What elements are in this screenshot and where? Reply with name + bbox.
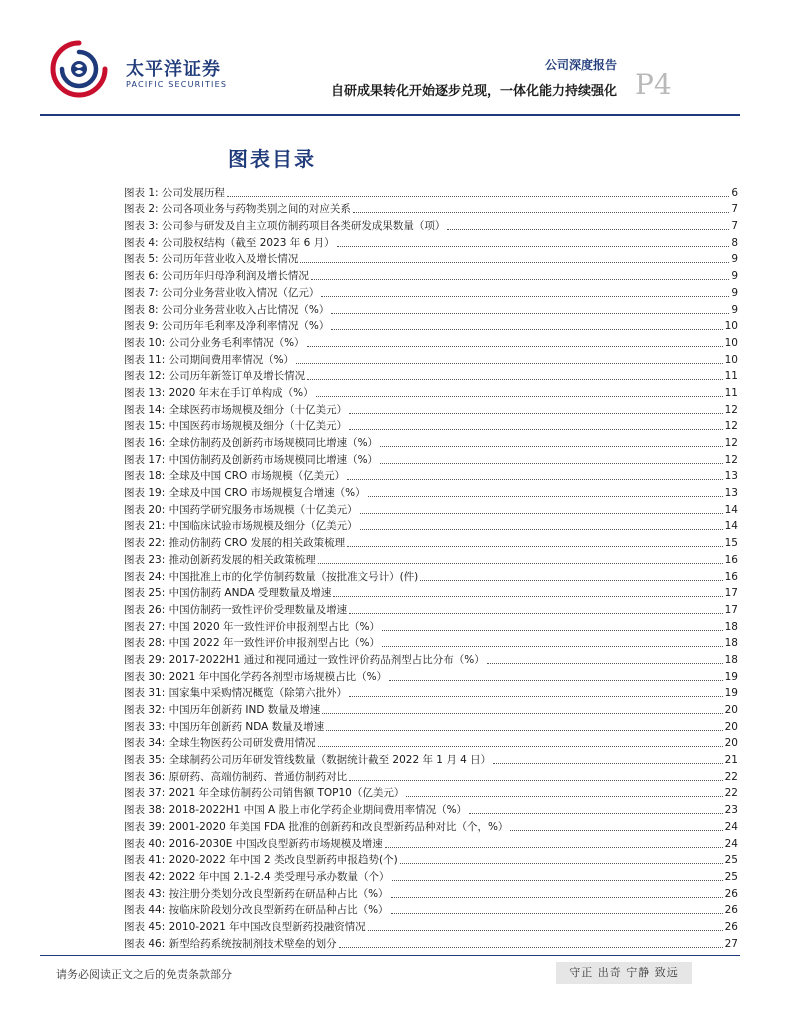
toc-entry-label: 图表 16: 全球仿制药及创新药市场规模同比增速（%）: [124, 437, 379, 449]
header-divider: [40, 114, 740, 116]
toc-entry[interactable]: [124, 584, 738, 601]
toc-dot-leader: [382, 646, 723, 647]
toc-entry-label: 图表 20: 中国药学研究服务市场规模（十亿美元）: [124, 503, 358, 516]
toc-dot-leader: [339, 947, 723, 948]
toc-entry-label: 图表 29: 2017-2022H1 通过和视同通过一致性评价药品剂型占比分布（%）: [124, 653, 485, 666]
toc-dot-leader: [391, 913, 723, 914]
toc-entry-page: 6: [731, 186, 738, 199]
page-header: [0, 0, 791, 118]
toc-dot-leader: [349, 696, 723, 697]
toc-entry-page: 19: [724, 670, 738, 683]
toc-dot-leader: [360, 529, 723, 530]
toc-entry-label: 图表 17: 中国仿制药及创新药市场规模同比增速（%）: [124, 453, 379, 466]
toc-entry-page: 16: [724, 570, 738, 583]
toc-entry-page: 15: [724, 537, 738, 550]
toc-entry-page: 26: [724, 920, 738, 933]
toc-entry-label: 图表 15: 中国医药市场规模及细分（十亿美元）: [124, 420, 348, 433]
toc-entry-page: 10: [724, 336, 738, 349]
toc-entry[interactable]: [124, 617, 738, 634]
toc-entry-label: 图表 14: 全球医药市场规模及细分（十亿美元）: [124, 403, 348, 416]
toc-dot-leader: [420, 580, 722, 581]
toc-entry[interactable]: [124, 634, 738, 651]
toc-entry-label: 图表 24: 中国批准上市的化学仿制药数量（按批准文号计）(件): [124, 570, 419, 583]
logo-english-name: PACIFIC SECURITIES: [126, 80, 228, 89]
toc-entry-page: 14: [724, 520, 738, 533]
toc-dot-leader: [510, 830, 722, 831]
toc-entry-label: 图表 6: 公司历年归母净利润及增长情况: [124, 270, 309, 283]
toc-dot-leader: [326, 730, 722, 731]
toc-entry-label: 图表 21: 中国临床试验市场规模及细分（亿美元）: [124, 520, 358, 533]
toc-entry-label: 图表 1: 公司发展历程: [124, 186, 225, 199]
toc-entry[interactable]: [124, 684, 738, 701]
toc-entry-page: 20: [724, 737, 738, 750]
toc-entry-page: 14: [724, 503, 738, 516]
toc-entry-label: 图表 37: 2021 年全球仿制药公司销售额 TOP10（亿美元）: [124, 787, 405, 800]
toc-dot-leader: [349, 780, 723, 781]
toc-entry-page: 25: [724, 870, 738, 883]
toc-entry-page: 24: [724, 837, 738, 850]
toc-entry-page: 8: [731, 236, 738, 249]
report-type: 公司深度报告: [544, 58, 617, 72]
page-number: P4: [635, 68, 672, 101]
toc-entry[interactable]: [124, 567, 738, 584]
toc-entry-label: 图表 28: 中国 2022 年一致性评价申报剂型占比（%）: [124, 637, 380, 650]
toc-entry-page: 18: [724, 653, 738, 666]
toc-entry[interactable]: [124, 917, 738, 934]
toc-entry[interactable]: [124, 183, 738, 200]
toc-dot-leader: [300, 262, 729, 263]
toc-entry-page: 17: [724, 587, 738, 600]
toc-dot-leader: [400, 863, 723, 864]
toc-entry-page: 21: [724, 754, 738, 767]
toc-dot-leader: [227, 196, 729, 197]
toc-entry-page: 18: [724, 637, 738, 650]
toc-dot-leader: [331, 313, 729, 314]
toc-entry-page: 9: [731, 286, 738, 299]
pacific-securities-logo-icon: [50, 40, 108, 98]
toc-dot-leader: [347, 479, 722, 480]
toc-dot-leader: [307, 346, 723, 347]
toc-entry-page: 9: [731, 253, 738, 266]
toc-dot-leader: [406, 796, 722, 797]
toc-entry-label: 图表 34: 全球生物医药公司研发费用情况: [124, 737, 316, 750]
toc-dot-leader: [318, 563, 723, 564]
toc-entry[interactable]: [124, 400, 738, 417]
footer-divider: [40, 955, 740, 956]
toc-entry-page: 12: [724, 403, 738, 416]
toc-entry[interactable]: [124, 667, 738, 684]
toc-entry-page: 7: [731, 220, 738, 233]
toc-dot-leader: [487, 663, 723, 664]
toc-entry[interactable]: [124, 200, 738, 217]
toc-entry-page: 20: [724, 720, 738, 733]
company-logo: [50, 40, 230, 100]
toc-entry-label: 图表 43: 按注册分类划分改良型新药在研品种占比（%）: [124, 887, 389, 900]
toc-dot-leader: [353, 212, 729, 213]
footer-motto: 守正 出奇 宁静 致远: [556, 962, 692, 984]
toc-entry[interactable]: [124, 734, 738, 751]
toc-entry-label: 图表 46: 新型给药系统按制剂技术壁垒的划分: [124, 937, 337, 950]
toc-entry[interactable]: [124, 367, 738, 384]
toc-entry-page: 9: [731, 270, 738, 283]
toc-entry-label: 图表 12: 公司历年新签订单及增长情况: [124, 370, 306, 383]
toc-entry[interactable]: [124, 650, 738, 667]
toc-dot-leader: [368, 496, 723, 497]
toc-dot-leader: [311, 279, 729, 280]
toc-entry-page: 17: [724, 603, 738, 616]
toc-entry-label: 图表 39: 2001-2020 年美国 FDA 批准的创新药和改良型新药品种对比（个，%）: [124, 820, 509, 833]
toc-entry-label: 图表 31: 国家集中采购情况概览（除第六批外）: [124, 687, 348, 700]
toc-heading: 图表目录: [228, 147, 316, 171]
toc-entry[interactable]: [124, 417, 738, 434]
toc-dot-leader: [392, 880, 723, 881]
toc-entry[interactable]: [124, 834, 738, 851]
toc-entry[interactable]: [124, 450, 738, 467]
toc-entry-page: 10: [724, 353, 738, 366]
toc-entry-page: 22: [724, 770, 738, 783]
report-title: 自研成果转化开始逐步兑现，一体化能力持续强化: [330, 84, 617, 99]
toc-dot-leader: [380, 463, 723, 464]
toc-entry[interactable]: [124, 216, 738, 233]
toc-dot-leader: [321, 296, 729, 297]
toc-entry-label: 图表 8: 公司分业务营业收入占比情况（%）: [124, 303, 330, 316]
toc-entry-page: 10: [724, 320, 738, 333]
toc-entry-label: 图表 4: 公司股权结构（截至 2023 年 6 月）: [124, 236, 335, 249]
toc-entry-label: 图表 9: 公司历年毛利率及净利率情况（%）: [124, 320, 330, 333]
toc-entry[interactable]: [124, 817, 738, 834]
toc-entry-label: 图表 18: 全球及中国 CRO 市场规模（亿美元）: [124, 470, 346, 483]
toc-dot-leader: [349, 429, 723, 430]
toc-dot-leader: [382, 630, 723, 631]
toc-entry[interactable]: [124, 317, 738, 334]
toc-dot-leader: [493, 763, 722, 764]
toc-entry[interactable]: [124, 784, 738, 801]
toc-entry[interactable]: [124, 483, 738, 500]
toc-entry-label: 图表 22: 推动仿制药 CRO 发展的相关政策梳理: [124, 537, 346, 550]
toc-entry-page: 11: [724, 386, 738, 399]
toc-entry-label: 图表 41: 2020-2022 年中国 2 类改良型新药申报趋势(个): [124, 854, 398, 867]
toc-entry-label: 图表 26: 中国仿制药一致性评价受理数量及增速: [124, 603, 348, 616]
toc-entry[interactable]: [124, 934, 738, 951]
toc-entry-label: 图表 35: 全球制药公司历年研发管线数量（数据统计截至 2022 年 1 月 4 日）: [124, 754, 492, 767]
toc-entry-page: 25: [724, 854, 738, 867]
toc-dot-leader: [337, 246, 730, 247]
toc-dot-leader: [349, 413, 723, 414]
toc-entry[interactable]: [124, 550, 738, 567]
toc-entry[interactable]: [124, 283, 738, 300]
toc-entry[interactable]: [124, 851, 738, 868]
toc-entry[interactable]: [124, 433, 738, 450]
toc-entry-page: 12: [724, 437, 738, 449]
toc-entry-label: 图表 25: 中国仿制药 ANDA 受理数量及增速: [124, 587, 332, 600]
toc-entry[interactable]: [124, 600, 738, 617]
toc-entry[interactable]: [124, 266, 738, 283]
toc-entry-label: 图表 7: 公司分业务营业收入情况（亿元）: [124, 286, 320, 299]
toc-entry-page: 13: [724, 470, 738, 483]
toc-dot-leader: [322, 713, 722, 714]
toc-entry[interactable]: [124, 300, 738, 317]
toc-entry[interactable]: [124, 383, 738, 400]
toc-entry-page: 9: [731, 303, 738, 316]
toc-entry-page: 19: [724, 687, 738, 700]
toc-entry-label: 图表 27: 中国 2020 年一致性评价申报剂型占比（%）: [124, 620, 380, 633]
toc-entry[interactable]: [124, 884, 738, 901]
toc-entry-label: 图表 45: 2010-2021 年中国改良型新药投融资情况: [124, 920, 366, 933]
toc-entry[interactable]: [124, 517, 738, 534]
toc-entry-label: 图表 33: 中国历年创新药 NDA 数量及增速: [124, 720, 325, 733]
toc-dot-leader: [316, 396, 723, 397]
toc-dot-leader: [333, 596, 722, 597]
toc-entry[interactable]: [124, 250, 738, 267]
toc-entry-page: 22: [724, 787, 738, 800]
toc-dot-leader: [347, 546, 722, 547]
toc-entry-page: 12: [724, 453, 738, 466]
toc-entry-label: 图表 36: 原研药、高端仿制药、普通仿制药对比: [124, 770, 348, 783]
toc-entry-label: 图表 2: 公司各项业务与药物类别之间的对应关系: [124, 203, 351, 216]
toc-entry-page: 18: [724, 620, 738, 633]
toc-entry[interactable]: [124, 867, 738, 884]
toc-entry-label: 图表 19: 全球及中国 CRO 市场规模复合增速（%）: [124, 487, 366, 500]
toc-dot-leader: [360, 513, 723, 514]
toc-entry[interactable]: [124, 717, 738, 734]
toc-entry-label: 图表 44: 按临床阶段划分改良型新药在研品种占比（%）: [124, 904, 389, 917]
toc-entry-page: 20: [724, 704, 738, 716]
toc-dot-leader: [318, 746, 723, 747]
toc-entry-label: 图表 11: 公司期间费用率情况（%）: [124, 353, 295, 366]
table-of-figures: [124, 183, 738, 951]
toc-entry-page: 11: [724, 370, 738, 383]
toc-entry[interactable]: [124, 800, 738, 817]
toc-entry-page: 13: [724, 487, 738, 500]
toc-dot-leader: [447, 229, 729, 230]
toc-entry[interactable]: [124, 767, 738, 784]
toc-dot-leader: [331, 329, 722, 330]
toc-entry-page: 7: [731, 203, 738, 216]
toc-dot-leader: [296, 363, 723, 364]
toc-entry-label: 图表 38: 2018-2022H1 中国 A 股上市化学药企业期间费用率情况（%）: [124, 804, 468, 817]
toc-entry[interactable]: [124, 467, 738, 484]
toc-dot-leader: [389, 680, 723, 681]
toc-entry-page: 23: [724, 804, 738, 817]
toc-entry[interactable]: [124, 533, 738, 550]
toc-dot-leader: [380, 446, 723, 447]
toc-entry-page: 16: [724, 553, 738, 566]
toc-entry-page: 27: [724, 937, 738, 950]
toc-dot-leader: [349, 613, 723, 614]
toc-entry-label: 图表 30: 2021 年中国化学药各剂型市场规模占比（%）: [124, 670, 388, 683]
toc-entry-label: 图表 10: 公司分业务毛利率情况（%）: [124, 336, 305, 349]
toc-entry[interactable]: [124, 233, 738, 250]
toc-dot-leader: [391, 897, 723, 898]
toc-entry[interactable]: [124, 750, 738, 767]
toc-dot-leader: [307, 379, 723, 380]
toc-entry[interactable]: [124, 901, 738, 918]
toc-entry-page: 26: [724, 904, 738, 917]
logo-chinese-name: 太平洋证券: [126, 59, 221, 80]
toc-entry-label: 图表 23: 推动创新药发展的相关政策梳理: [124, 553, 316, 566]
toc-entry-page: 12: [724, 420, 738, 433]
toc-entry-label: 图表 42: 2022 年中国 2.1-2.4 类受理号承办数量（个）: [124, 870, 390, 883]
toc-entry[interactable]: [124, 350, 738, 367]
toc-entry[interactable]: [124, 500, 738, 517]
toc-entry-label: 图表 40: 2016-2030E 中国改良型新药市场规模及增速: [124, 837, 383, 850]
toc-entry-label: 图表 13: 2020 年末在手订单构成（%）: [124, 386, 314, 399]
toc-entry[interactable]: [124, 700, 738, 717]
toc-entry-page: 24: [724, 820, 738, 833]
toc-dot-leader: [385, 847, 723, 848]
footer-disclaimer: 请务必阅读正文之后的免责条款部分: [56, 968, 232, 981]
toc-dot-leader: [368, 930, 723, 931]
toc-entry-page: 26: [724, 887, 738, 900]
toc-dot-leader: [469, 813, 723, 814]
toc-entry-label: 图表 3: 公司参与研发及自主立项仿制药项目各类研发成果数量（项）: [124, 220, 446, 233]
toc-entry-label: 图表 32: 中国历年创新药 IND 数量及增速: [124, 704, 321, 716]
toc-entry-label: 图表 5: 公司历年营业收入及增长情况: [124, 253, 299, 266]
toc-entry[interactable]: [124, 333, 738, 350]
